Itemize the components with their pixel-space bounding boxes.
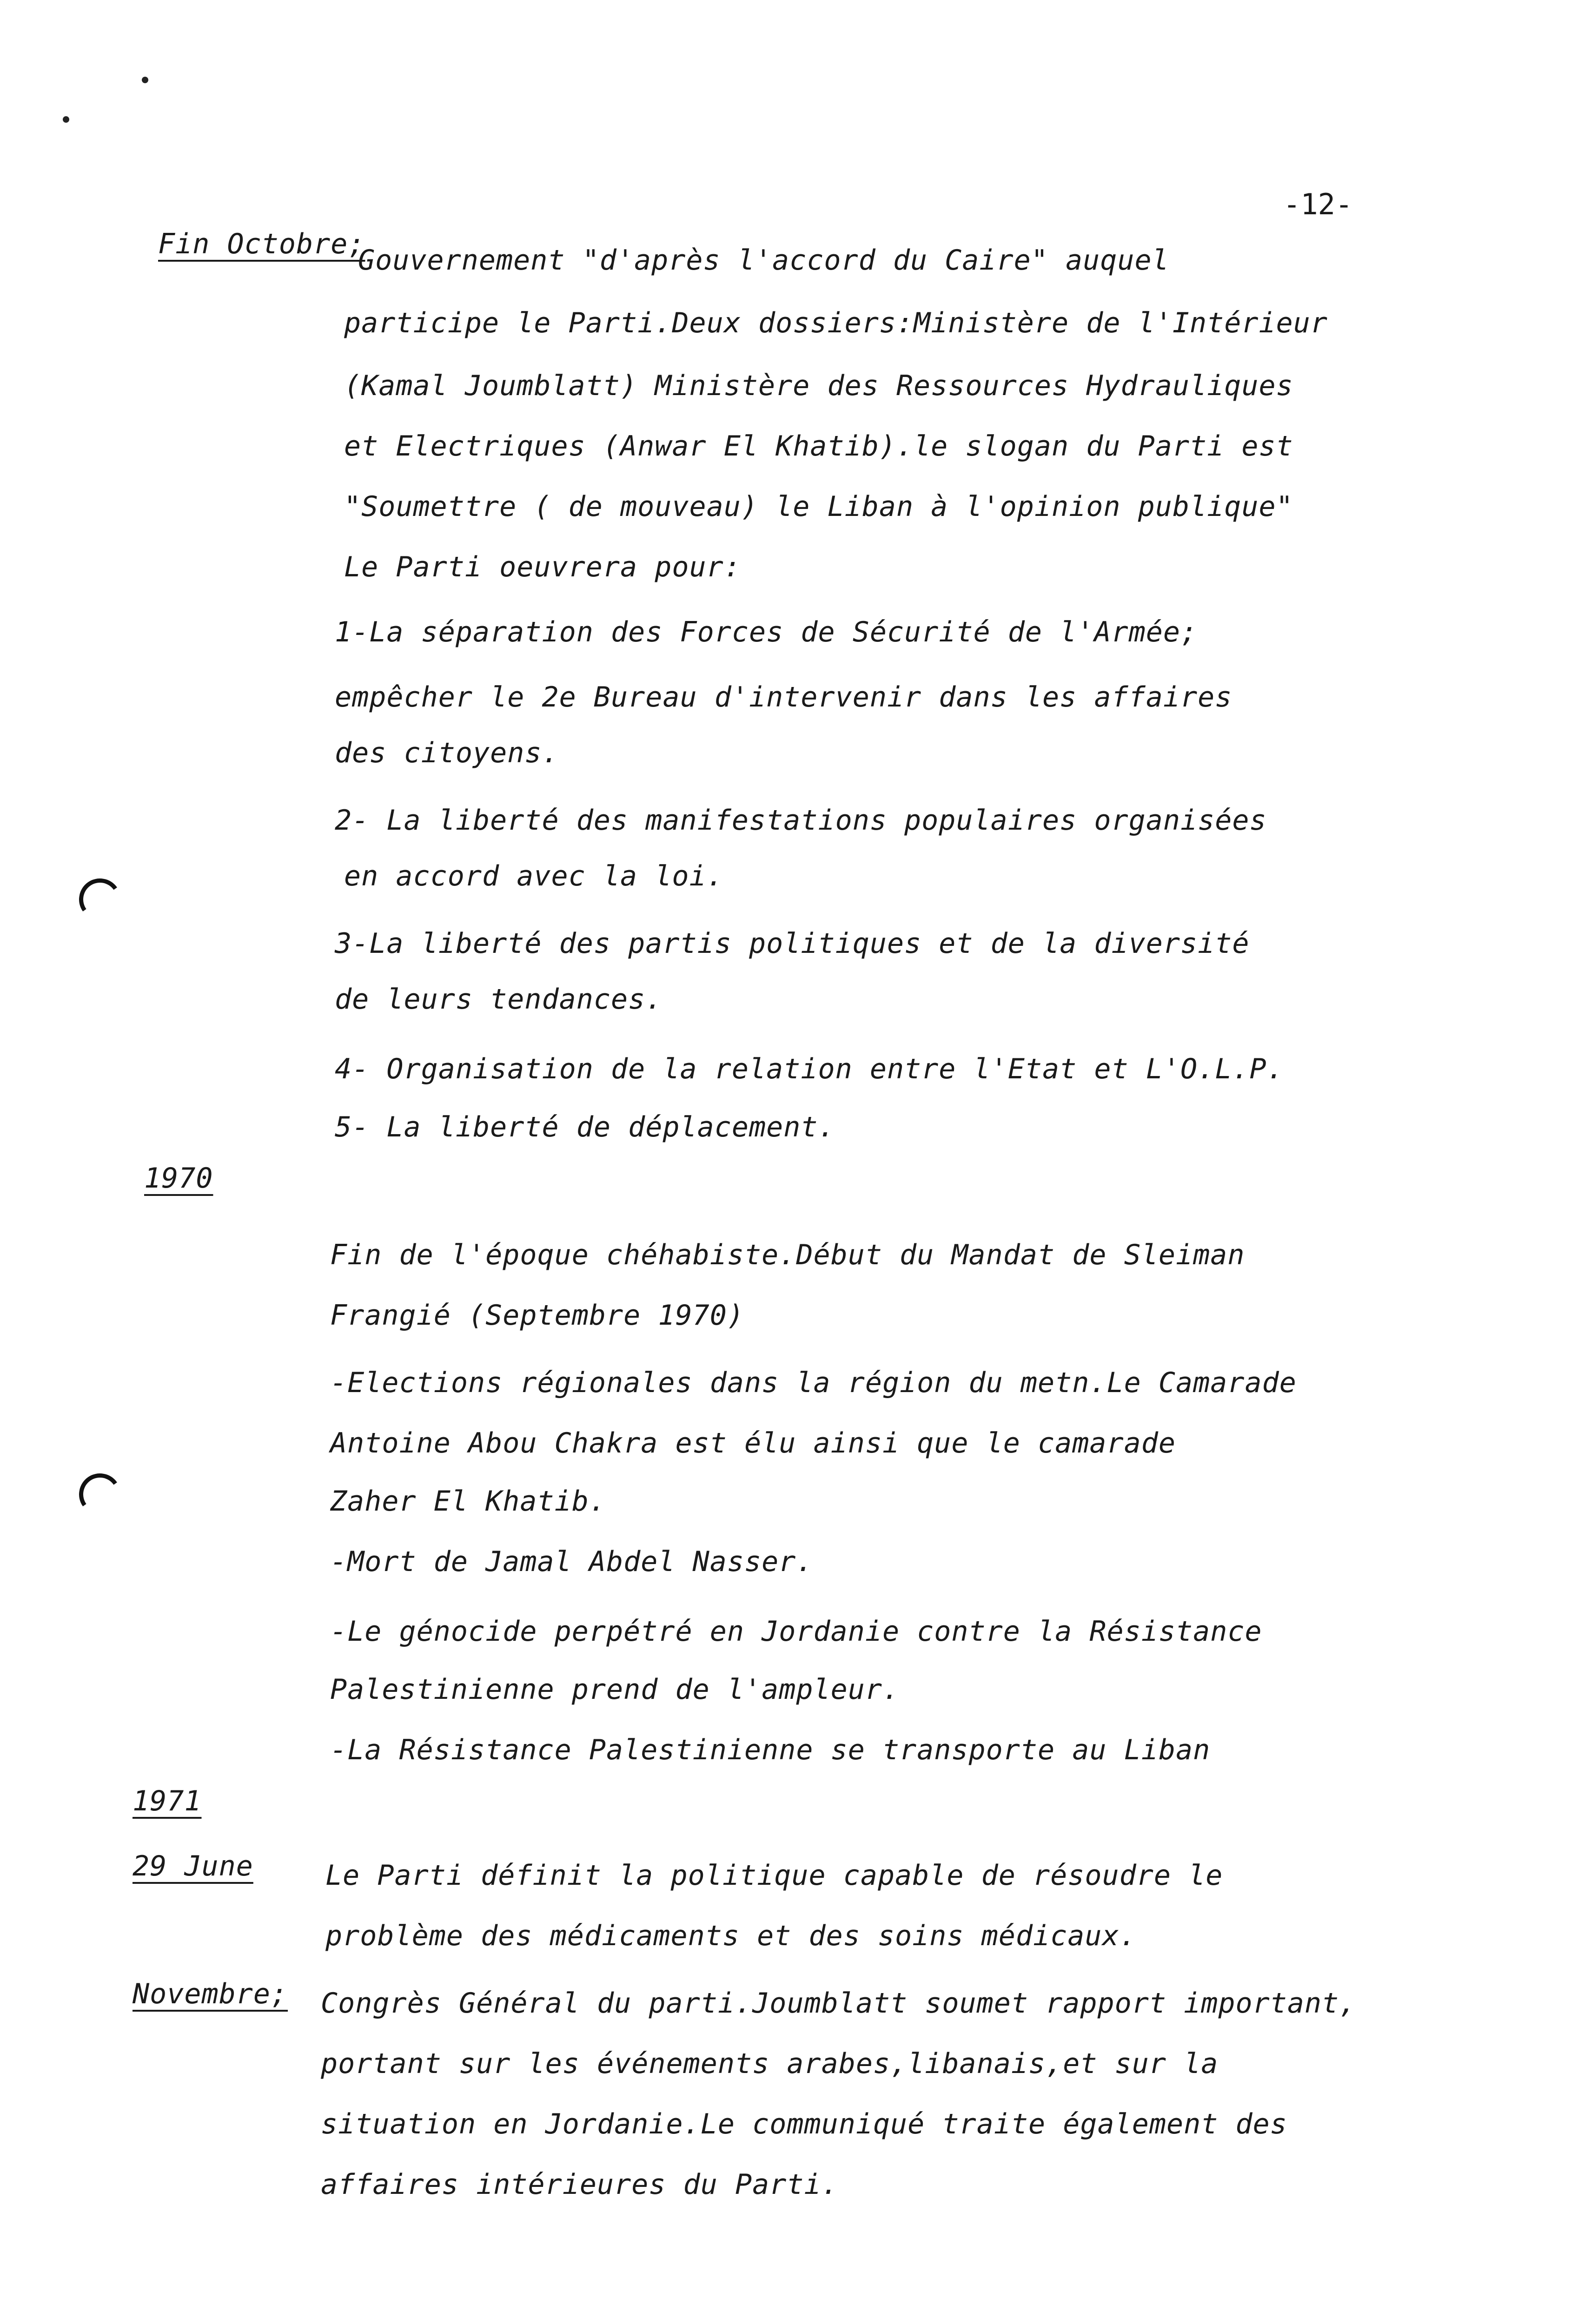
year-label-1970: 1970 (144, 1162, 213, 1195)
text-line: participe le Parti.Deux dossiers:Ministère de l'Intérieur (344, 307, 1328, 339)
ink-speck (63, 116, 69, 123)
text-line: situation en Jordanie.Le communiqué traite également des (321, 2108, 1287, 2140)
text-line: 3-La liberté des partis politiques et de la diversité (335, 927, 1250, 960)
text-line: 4- Organisation de la relation entre l'Etat et L'O.L.P. (335, 1053, 1284, 1085)
punch-hole-mark (76, 1470, 124, 1519)
text-line: Frangié (Septembre 1970) (330, 1299, 744, 1332)
date-label-29-june: 29 June (133, 1850, 253, 1882)
year-label-1971: 1971 (133, 1785, 202, 1817)
text-line: 1-La séparation des Forces de Sécurité de l'Armée; (335, 616, 1198, 648)
text-line: Antoine Abou Chakra est élu ainsi que le camarade (330, 1427, 1176, 1459)
text-line: et Electriques (Anwar El Khatib).le slogan du Parti est (344, 430, 1293, 462)
date-label-fin-octobre: Fin Octobre; (158, 228, 365, 260)
text-line: Le Parti définit la politique capable de résoudre le (325, 1859, 1223, 1892)
text-line: Fin de l'époque chéhabiste.Début du Mandat de Sleiman (330, 1239, 1245, 1271)
text-line: -La Résistance Palestinienne se transporte au Liban (330, 1734, 1211, 1766)
text-line: Palestinienne prend de l'ampleur. (330, 1673, 900, 1706)
text-line: "Soumettre ( de mouveau) le Liban à l'opinion publique" (344, 490, 1293, 523)
text-line: Congrès Général du parti.Joumblatt soumet rapport important, (321, 1987, 1357, 2020)
text-line: (Kamal Joumblatt) Ministère des Ressources Hydrauliques (344, 370, 1293, 402)
text-line: -Le génocide perpétré en Jordanie contre la Résistance (330, 1615, 1262, 1648)
punch-hole-mark (76, 875, 124, 924)
text-line: affaires intérieures du Parti. (321, 2168, 839, 2201)
text-line: problème des médicaments et des soins médicaux. (325, 1920, 1137, 1952)
text-line: Zaher El Khatib. (330, 1485, 606, 1518)
text-line: de leurs tendances. (335, 983, 663, 1016)
date-label-novembre: Novembre; (133, 1978, 288, 2010)
page-number: -12- (1283, 187, 1353, 221)
text-line: en accord avec la loi. (344, 860, 724, 892)
ink-speck (142, 77, 148, 83)
text-line: -Mort de Jamal Abdel Nasser. (330, 1545, 814, 1578)
text-line: portant sur les événements arabes,libanais,et sur la (321, 2047, 1219, 2080)
text-line: 5- La liberté de déplacement. (335, 1111, 835, 1143)
text-line: Le Parti oeuvrera pour: (344, 551, 741, 583)
text-line: des citoyens. (335, 737, 559, 769)
text-line: Gouvernement "d'après l'accord du Caire" auquel (358, 244, 1169, 277)
text-line: -Elections régionales dans la région du metn.Le Camarade (330, 1367, 1297, 1399)
text-line: 2- La liberté des manifestations populaires organisées (335, 804, 1267, 837)
text-line: empêcher le 2e Bureau d'intervenir dans les affaires (335, 681, 1232, 713)
